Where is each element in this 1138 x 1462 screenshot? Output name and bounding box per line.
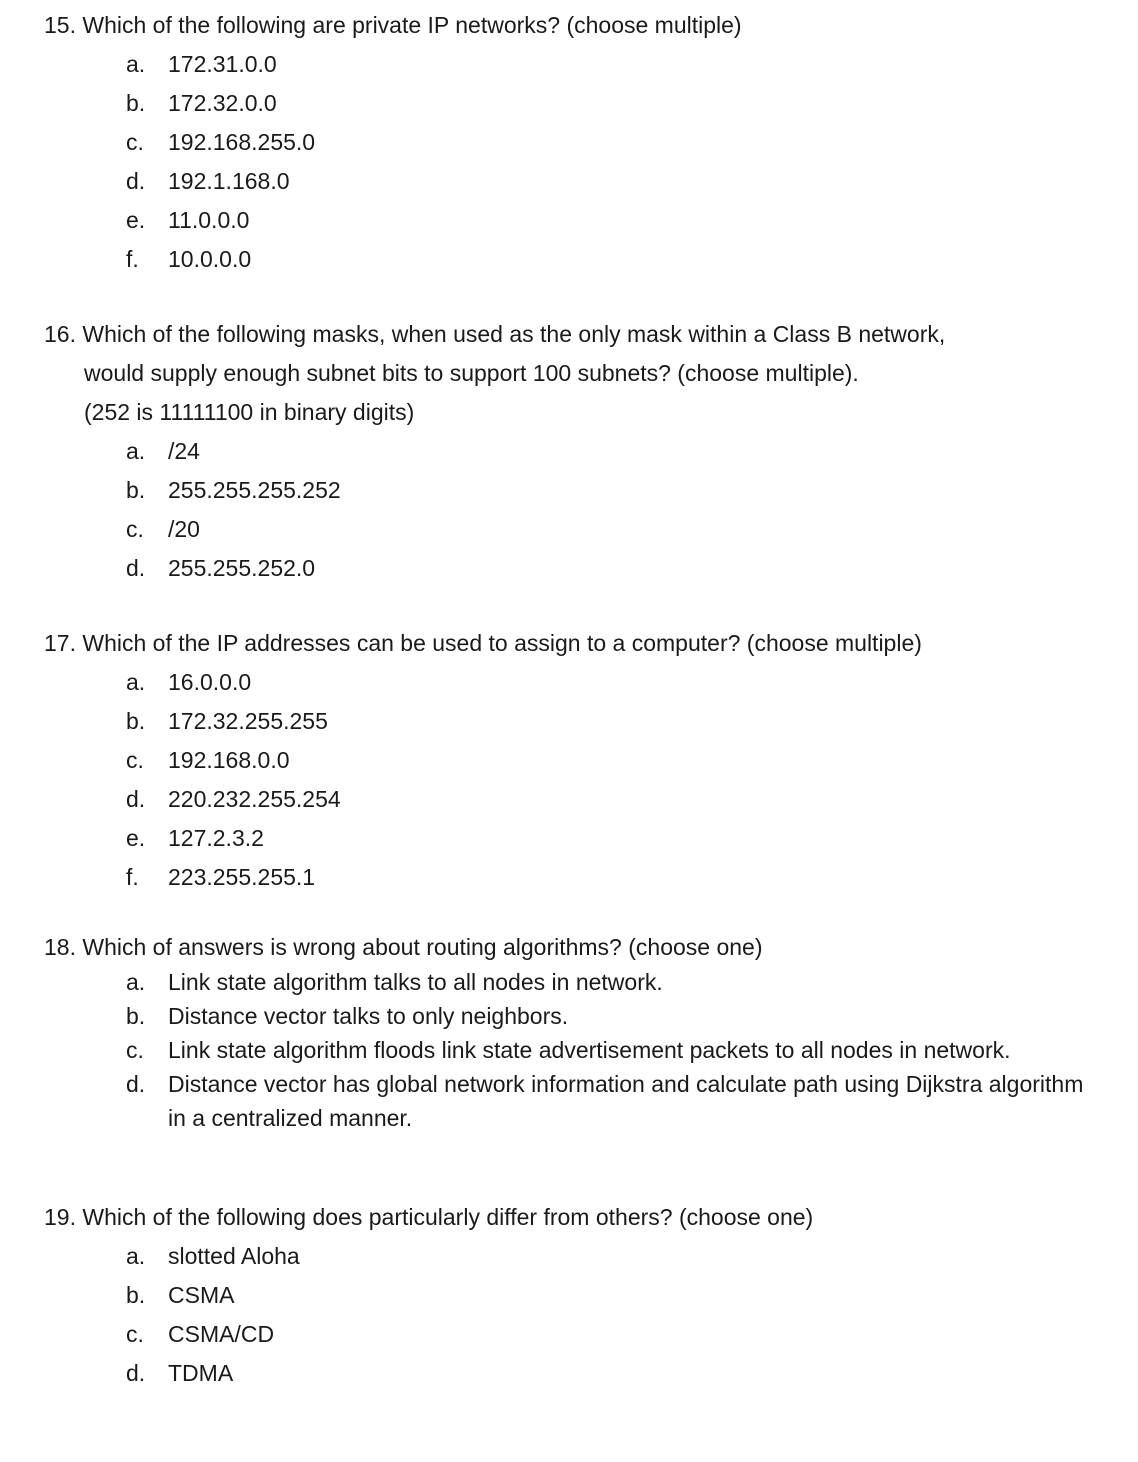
option-b [44,702,1104,741]
option-a [44,965,1104,999]
option-text: /24 [168,438,200,464]
options-list [44,45,1104,279]
option-c [44,510,1104,549]
option-text: CSMA [168,1282,235,1308]
option-letter: d. [126,168,146,194]
option-letter: a. [126,51,146,77]
option-letter: c. [126,516,144,542]
option-text: CSMA/CD [168,1321,275,1347]
option-text: 10.0.0.0 [168,246,252,272]
option-a [44,663,1104,702]
option-d [44,1067,1104,1135]
option-f [44,240,1104,279]
option-letter: b. [126,1282,146,1308]
option-text: 255.255.255.252 [168,477,341,503]
options-list [44,965,1104,1135]
options-list [44,663,1104,897]
question-number: 19. [44,1204,76,1230]
question-line: Which of the following does particularly differ from others? (choose one) [82,1204,814,1230]
option-letter: c. [126,1037,144,1063]
option-text: 192.168.0.0 [168,747,290,773]
option-text: 192.168.255.0 [168,129,316,155]
option-text: 16.0.0.0 [168,669,252,695]
question-number: 15. [44,12,76,38]
question-number: 16. [44,321,76,347]
option-letter: a. [126,438,146,464]
option-text: 11.0.0.0 [168,207,250,233]
option-text: TDMA [168,1360,234,1386]
option-b [44,999,1104,1033]
option-letter: f. [126,864,139,890]
question-line-3: (252 is 11111100 in binary digits) [84,399,415,425]
option-text: Link state algorithm talks to all nodes in network. [168,969,663,995]
option-letter: a. [126,969,146,995]
option-letter: d. [126,1071,146,1097]
option-letter: b. [126,1003,146,1029]
option-text: 172.32.0.0 [168,90,277,116]
option-text: Distance vector talks to only neighbors. [168,1003,569,1029]
option-text: 127.2.3.2 [168,825,264,851]
question-number: 18. [44,934,76,960]
question-line: Which of the following are private IP networks? (choose multiple) [82,12,742,38]
option-text: Link state algorithm floods link state advertisement packets to all nodes in network. [168,1037,1011,1063]
option-letter: b. [126,708,146,734]
option-a [44,432,1104,471]
option-letter: e. [126,207,146,233]
option-text: slotted Aloha [168,1243,300,1269]
question-line: Which of the IP addresses can be used to assign to a computer? (choose multiple) [82,630,922,656]
question-text [44,1198,1104,1237]
option-b [44,1276,1104,1315]
question-line-2: would supply enough subnet bits to support 100 subnets? (choose multiple). [84,360,859,386]
option-a [44,45,1104,84]
option-d [44,1354,1104,1393]
option-letter: c. [126,747,144,773]
option-letter: f. [126,246,139,272]
option-d [44,549,1104,588]
option-letter: d. [126,786,146,812]
option-c [44,1033,1048,1067]
option-d [44,162,1104,201]
option-letter: b. [126,477,146,503]
question-17 [44,624,1104,897]
question-16 [44,315,1104,588]
option-e [44,819,1104,858]
option-d [44,780,1104,819]
question-line: Which of the following masks, when used as the only mask within a Class B network, [82,321,946,347]
question-line: Which of answers is wrong about routing algorithms? (choose one) [82,934,763,960]
options-list [44,432,1104,588]
question-text [44,6,1104,45]
options-list [44,1237,1104,1393]
option-c [44,123,1104,162]
option-b [44,471,1104,510]
question-15 [44,6,1104,279]
question-text [44,929,1104,965]
option-text: Distance vector has global network information and calculate path using Dijkstra algorithm in a centralized manner. [168,1071,1084,1131]
option-text: 172.31.0.0 [168,51,277,77]
question-18 [44,929,1104,1135]
question-19 [44,1198,1104,1393]
option-text: 192.1.168.0 [168,168,290,194]
option-e [44,201,1104,240]
option-text: 255.255.252.0 [168,555,316,581]
option-letter: a. [126,669,146,695]
option-b [44,84,1104,123]
option-text: 223.255.255.1 [168,864,316,890]
question-number: 17. [44,630,76,656]
option-letter: d. [126,1360,146,1386]
option-text: 172.32.255.255 [168,708,328,734]
question-text [44,624,1104,663]
option-text: 220.232.255.254 [168,786,341,812]
option-c [44,741,1104,780]
option-text: /20 [168,516,200,542]
option-f [44,858,1104,897]
option-a [44,1237,1104,1276]
option-letter: d. [126,555,146,581]
option-c [44,1315,1104,1354]
option-letter: e. [126,825,146,851]
question-text [44,315,1104,354]
option-letter: b. [126,90,146,116]
option-letter: a. [126,1243,146,1269]
option-letter: c. [126,1321,144,1347]
option-letter: c. [126,129,144,155]
